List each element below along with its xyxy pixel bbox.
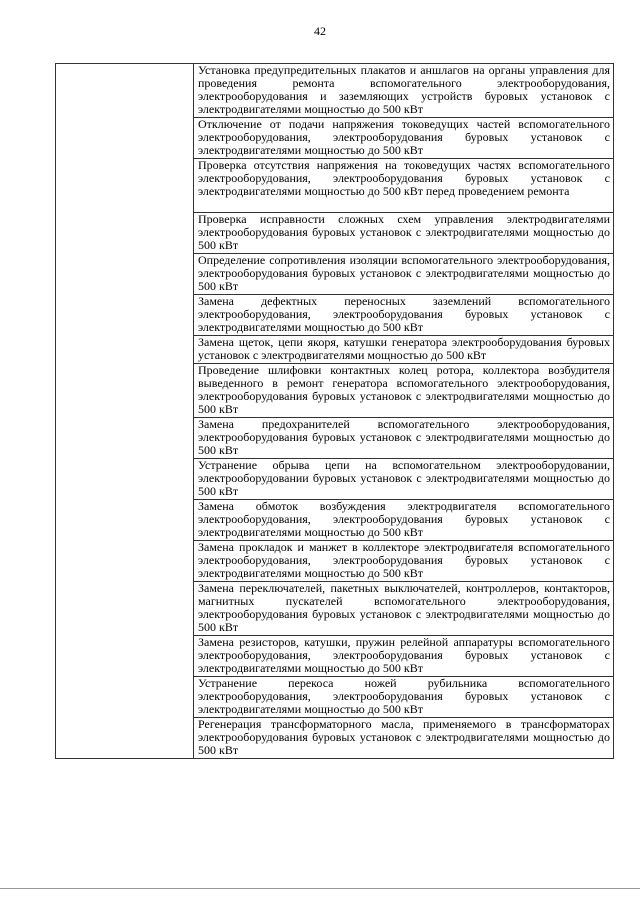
task-cell: Проверка отсутствия напряжения на токоведущих частях вспомогательного электрооборудования, электрооборудования буровых установок с электродвигателями мощностью до 500 кВт перед проведением ремонта <box>194 159 614 213</box>
task-cell: Отключение от подачи напряжения токоведущих частей вспомогательного электрооборудования, электрооборудования буровых установок с электродвигателями мощностью до 500 кВт <box>194 118 614 159</box>
table-row <box>56 64 614 118</box>
page-number: 42 <box>314 24 326 38</box>
task-cell: Определение сопротивления изоляции вспомогательного электрооборудования, электрооборудования буровых установок с электродвигателями мощностью до 500 кВт <box>194 254 614 295</box>
task-cell: Замена резисторов, катушки, пружин релейной аппаратуры вспомогательного электрооборудования, электрооборудования буровых установок с электродвигателями мощностью до 500 кВт <box>194 636 614 677</box>
task-cell: Замена дефектных переносных заземлений вспомогательного электрооборудования, электрооборудования буровых установок с электродвигателями мощностью до 500 кВт <box>194 295 614 336</box>
task-cell: Замена обмоток возбуждения электродвигателя вспомогательного электрооборудования, электрооборудования буровых установок с электродвигателями мощностью до 500 кВт <box>194 500 614 541</box>
task-cell: Регенерация трансформаторного масла, применяемого в трансформаторах электрооборудования буровых установок с электродвигателями мощностью до 500 кВт <box>194 718 614 759</box>
task-cell: Устранение обрыва цепи на вспомогательном электрооборудовании, электрооборудовании буровых установок с электродвигателями мощностью до 500 кВт <box>194 459 614 500</box>
empty-left-column <box>56 64 194 759</box>
task-cell: Проверка исправности сложных схем управления электродвигателями электрооборудования буровых установок с электродвигателями мощностью до 500 кВт <box>194 213 614 254</box>
task-cell: Замена предохранителей вспомогательного электрооборудования, электрооборудования буровых установок с электродвигателями мощностью до 500 кВт <box>194 418 614 459</box>
task-cell: Установка предупредительных плакатов и аншлагов на органы управления для проведения ремонта вспомогательного электрооборудования, электрооборудования и заземляющих устройств буровых установок с электродвигателями мощностью до 500 кВт <box>194 64 614 118</box>
page-bottom-rule <box>0 888 640 889</box>
task-cell: Проведение шлифовки контактных колец ротора, коллектора возбудителя выведенного в ремонт генератора вспомогательного электрооборудования, электрооборудования буровых установок с электродвигателями мощностью до 500 кВт <box>194 364 614 418</box>
task-cell: Устранение перекоса ножей рубильника вспомогательного электрооборудования, электрооборудования буровых установок с электродвигателями мощностью до 500 кВт <box>194 677 614 718</box>
task-cell: Замена щеток, цепи якоря, катушки генератора электрооборудования буровых установок с электродвигателями мощностью до 500 кВт <box>194 336 614 364</box>
task-cell: Замена прокладок и манжет в коллекторе электродвигателя вспомогательного электрооборудования, электрооборудования буровых установок с электродвигателями мощностью до 500 кВт <box>194 541 614 582</box>
work-functions-table <box>55 63 614 759</box>
task-cell: Замена переключателей, пакетных выключателей, контроллеров, контакторов, магнитных пускателей вспомогательного электрооборудования, электрооборудования буровых установок с электродвигателями мощностью до 500 кВт <box>194 582 614 636</box>
